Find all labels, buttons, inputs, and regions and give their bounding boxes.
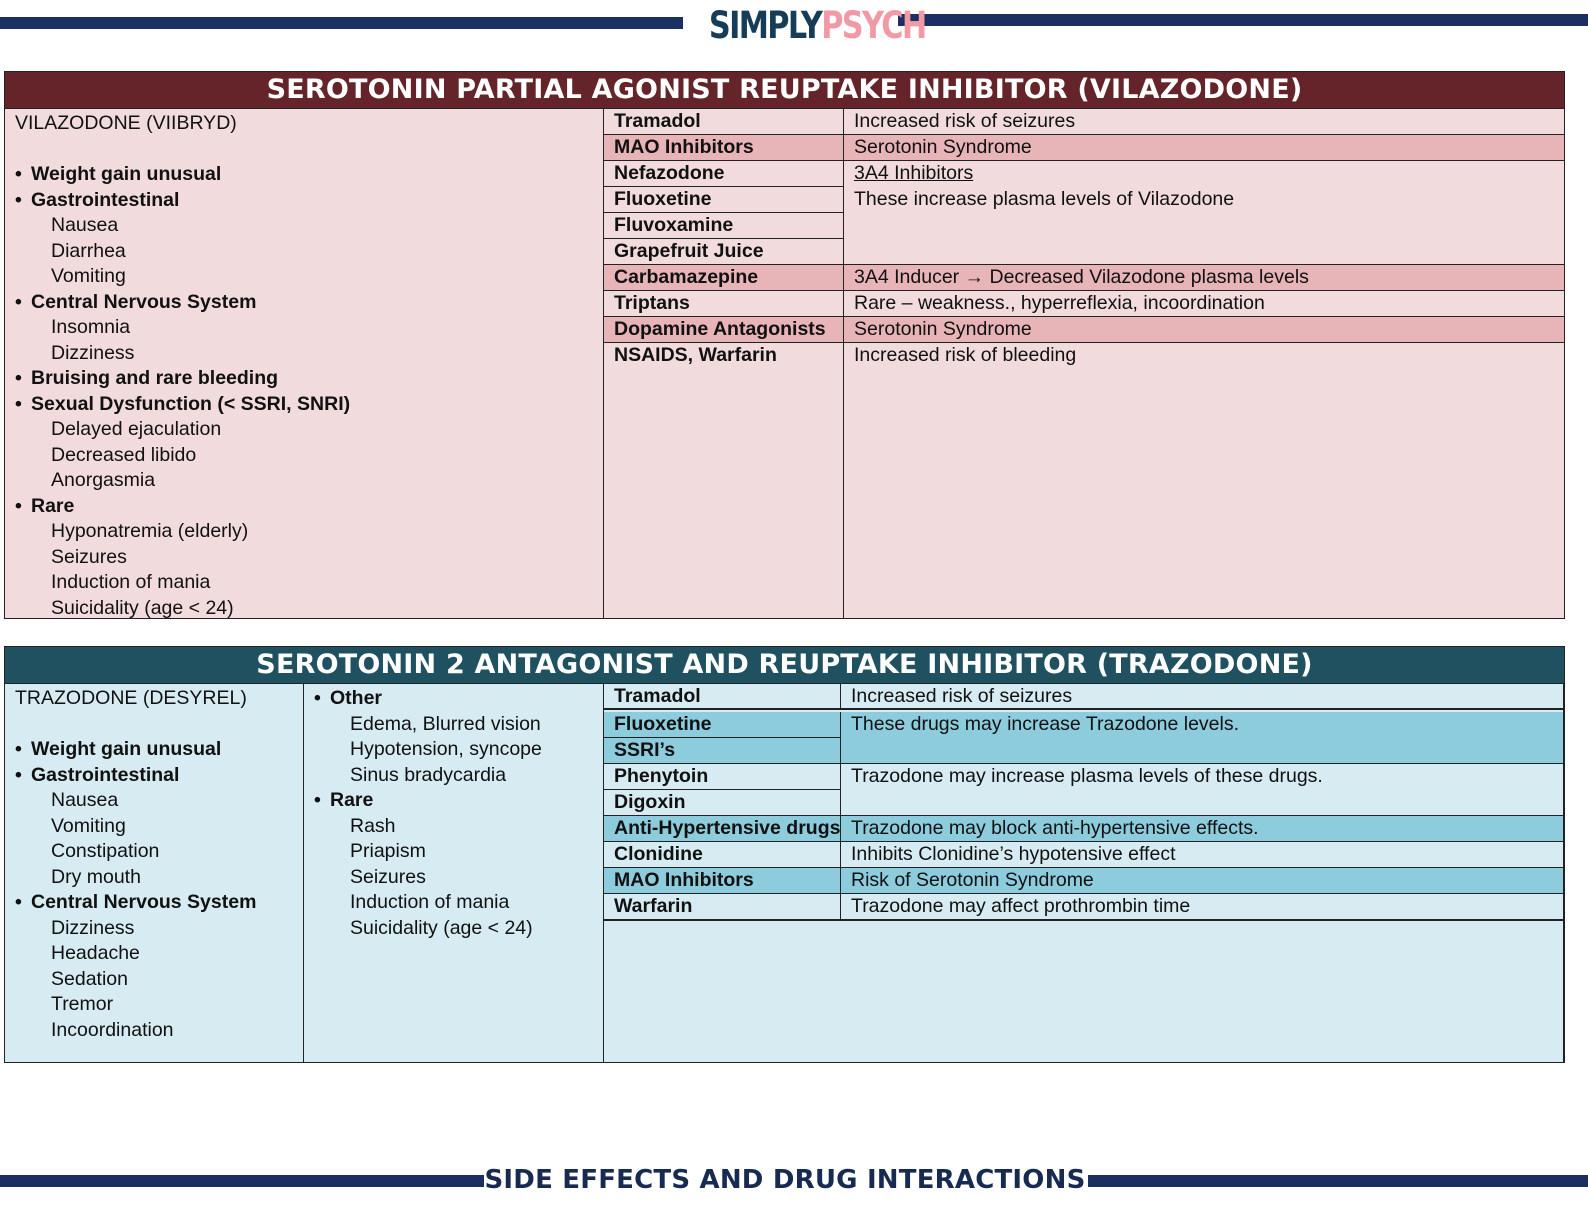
vila-side-effect-category-1: • Gastrointestinal <box>15 188 603 214</box>
traz-side-effect-item-9: Sedation <box>51 967 128 990</box>
vila-side-effect-item-14: Hyponatremia (elderly) <box>51 520 249 542</box>
brand-simply: SIMPLY <box>708 4 822 47</box>
vila-side-effect-category-5: • Central Nervous System <box>15 290 603 316</box>
traz-effect-warfarin: Trazodone may affect prothrombin time <box>841 894 1563 920</box>
brand-psych: PSYCH <box>821 4 926 47</box>
vila-effect-dopamine: Serotonin Syndrome <box>844 317 1564 343</box>
vila-inhibitors-heading: 3A4 Inhibitors <box>854 162 974 184</box>
traz-side-effect-category-0: • Weight gain unusual <box>15 737 303 763</box>
vila-side-effect-item-2: Nausea <box>51 214 119 236</box>
traz-drug-digoxin: Digoxin <box>604 790 841 816</box>
vila-side-effect-item-7: Dizziness <box>51 341 135 364</box>
vila-effect-nsaids: Increased risk of bleeding <box>854 344 1077 366</box>
traz-side-effect-b-item-7: Seizures <box>350 865 426 888</box>
traz-side-effect-item-10: Tremor <box>51 993 114 1015</box>
vila-side-effect-item-16: Induction of mania <box>51 571 211 593</box>
trazodone-side-effects-1 <box>5 684 304 1062</box>
vilazodone-drug-name: VILAZODONE (VIIBRYD) <box>15 112 237 134</box>
vila-side-effect-item-3: Diarrhea <box>51 239 126 262</box>
vila-drug-fluoxetine: Fluoxetine <box>604 187 843 213</box>
traz-side-effect-b-item-9: Suicidality (age < 24) <box>350 916 533 939</box>
header-rule-left <box>0 17 683 29</box>
traz-effect-fluoxetine-ssri: These drugs may increase Trazodone levels. <box>841 712 1563 764</box>
traz-drug-ssri: SSRI’s <box>604 738 841 764</box>
vila-drug-triptans: Triptans <box>604 291 843 317</box>
vila-effect-triptans: Rare – weakness., hyperreflexia, incoordination <box>844 291 1564 317</box>
traz-effect-phenytoin-digoxin: Trazodone may increase plasma levels of these drugs. <box>841 764 1563 816</box>
vila-side-effect-item-12: Anorgasmia <box>51 469 156 491</box>
traz-side-effect-category-6: • Central Nervous System <box>15 890 303 916</box>
traz-effect-tramadol: Increased risk of seizures <box>841 684 1563 710</box>
vila-side-effect-item-4: Vomiting <box>51 265 126 287</box>
vilazodone-section <box>4 71 1565 619</box>
traz-side-effect-b-item-3: Sinus bradycardia <box>350 763 507 786</box>
traz-side-effect-item-3: Vomiting <box>51 814 126 837</box>
vilazodone-interaction-effects <box>844 109 1564 618</box>
vila-drug-tramadol: Tramadol <box>604 109 843 135</box>
traz-drug-phenytoin: Phenytoin <box>604 764 841 790</box>
vila-side-effect-item-6: Insomnia <box>51 316 131 338</box>
vila-side-effect-category-13: • Rare <box>15 494 603 520</box>
trazodone-section <box>4 646 1565 1063</box>
traz-drug-tramadol: Tramadol <box>604 684 841 710</box>
trazodone-side-effects-list-2 <box>304 684 603 941</box>
traz-side-effect-item-2: Nausea <box>51 789 119 811</box>
traz-side-effect-b-category-4: • Rare <box>314 788 603 814</box>
vilazodone-side-effects <box>5 109 604 618</box>
trazodone-interactions-bottom-rule <box>604 920 1564 921</box>
traz-side-effect-item-5: Dry mouth <box>51 865 141 888</box>
vila-drug-dopamine: Dopamine Antagonists <box>604 317 843 343</box>
vila-side-effect-item-11: Decreased libido <box>51 443 197 466</box>
trazodone-drug-name: TRAZODONE (DESYREL) <box>15 687 247 709</box>
traz-drug-antihypertensive: Anti-Hypertensive drugs <box>604 816 841 842</box>
traz-side-effect-category-1: • Gastrointestinal <box>15 763 303 789</box>
traz-side-effect-item-7: Dizziness <box>51 916 135 939</box>
traz-drug-clonidine: Clonidine <box>604 842 841 868</box>
traz-effect-antihypertensive: Trazodone may block anti-hypertensive effects. <box>841 816 1563 842</box>
vila-drug-grapefruit: Grapefruit Juice <box>604 239 843 265</box>
trazodone-interacting-drugs <box>604 684 841 1062</box>
traz-side-effect-b-item-5: Rash <box>350 814 396 837</box>
vila-side-effect-category-9: • Sexual Dysfunction (< SSRI, SNRI) <box>15 392 603 418</box>
trazodone-title: SEROTONIN 2 ANTAGONIST AND REUPTAKE INHIBITOR (TRAZODONE) <box>5 647 1564 684</box>
traz-side-effect-b-item-6: Priapism <box>350 840 426 862</box>
vila-side-effect-category-0: • Weight gain unusual <box>15 162 603 188</box>
vila-drug-nsaids: NSAIDS, Warfarin <box>614 344 777 366</box>
vilazodone-side-effects-list <box>5 109 603 621</box>
vila-side-effect-item-15: Seizures <box>51 545 127 568</box>
vila-side-effect-item-17: Suicidality (age < 24) <box>51 596 234 619</box>
vilazodone-title: SEROTONIN PARTIAL AGONIST REUPTAKE INHIBITOR (VILAZODONE) <box>5 72 1564 109</box>
vila-side-effect-item-10: Delayed ejaculation <box>51 418 222 440</box>
traz-side-effect-b-item-8: Induction of mania <box>350 891 510 913</box>
traz-drug-warfarin: Warfarin <box>604 894 841 920</box>
header-rule-right <box>898 14 1588 26</box>
brand-logo <box>708 2 926 50</box>
footer-title: SIDE EFFECTS AND DRUG INTERACTIONS <box>484 1165 1086 1195</box>
traz-side-effect-item-8: Headache <box>51 942 140 964</box>
traz-side-effect-b-category-0: • Other <box>314 686 603 712</box>
traz-effect-clonidine: Inhibits Clonidine’s hypotensive effect <box>841 842 1563 868</box>
vila-effect-3a4-inhibitors <box>844 161 1564 265</box>
vila-effect-tramadol: Increased risk of seizures <box>844 109 1564 135</box>
vila-drug-carbamazepine: Carbamazepine <box>604 265 843 291</box>
vila-drug-mao: MAO Inhibitors <box>604 135 843 161</box>
vila-drug-fluvoxamine: Fluvoxamine <box>604 213 843 239</box>
vila-effect-carbamazepine: 3A4 Inducer → Decreased Vilazodone plasma levels <box>844 265 1564 291</box>
vila-side-effect-category-8: • Bruising and rare bleeding <box>15 366 603 392</box>
vilazodone-interacting-drugs <box>604 109 844 618</box>
footer-rule-left <box>0 1175 484 1187</box>
traz-effect-mao: Risk of Serotonin Syndrome <box>841 868 1563 894</box>
vila-effect-mao: Serotonin Syndrome <box>844 135 1564 161</box>
traz-side-effect-b-item-2: Hypotension, syncope <box>350 738 542 760</box>
footer-rule-right <box>1088 1175 1588 1187</box>
traz-side-effect-item-11: Incoordination <box>51 1018 174 1041</box>
traz-side-effect-item-4: Constipation <box>51 840 160 862</box>
vila-drug-nefazodone: Nefazodone <box>604 161 843 187</box>
traz-drug-fluoxetine: Fluoxetine <box>604 712 841 738</box>
trazodone-interaction-effects <box>841 684 1564 1062</box>
trazodone-side-effects-list-1 <box>5 684 303 1043</box>
vila-inhibitors-text: These increase plasma levels of Vilazodone <box>854 188 1235 210</box>
traz-side-effect-b-item-1: Edema, Blurred vision <box>350 712 541 735</box>
traz-drug-mao: MAO Inhibitors <box>604 868 841 894</box>
trazodone-side-effects-2 <box>304 684 604 1062</box>
